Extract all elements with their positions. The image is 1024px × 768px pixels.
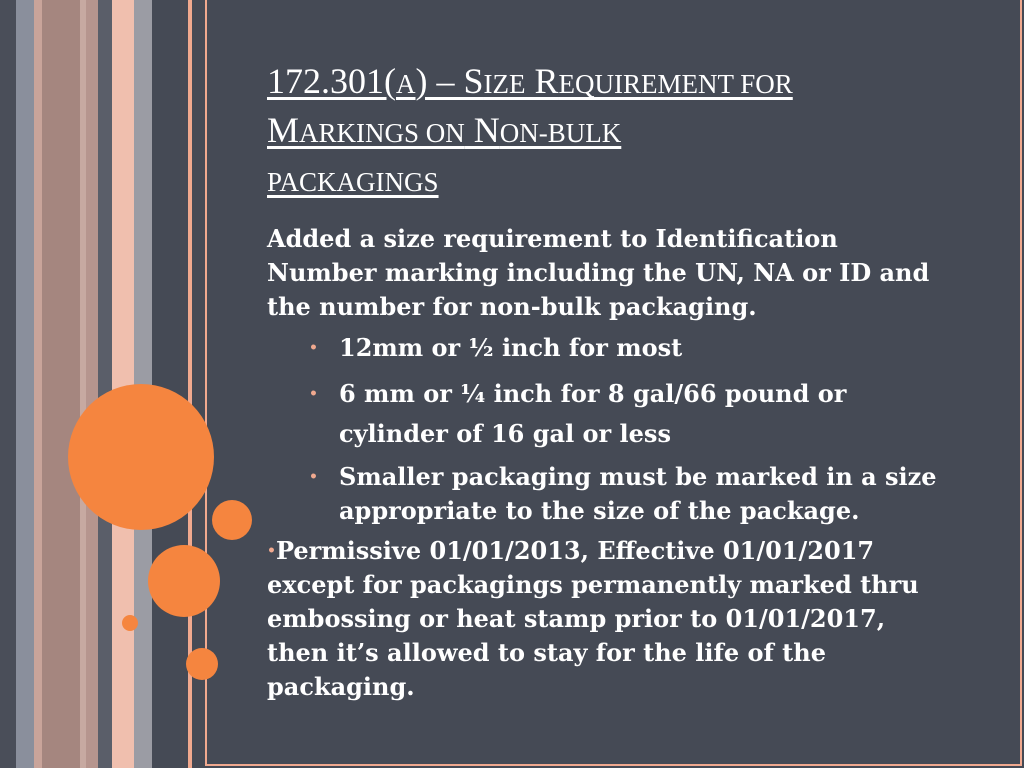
bullet-icon: •	[267, 543, 276, 559]
decor-circle	[148, 545, 220, 617]
bullet-item: • 12mm or ½ inch for most	[339, 328, 947, 368]
decor-circle	[186, 648, 218, 680]
bullet-icon: •	[309, 340, 318, 356]
bullet-icon: •	[309, 469, 318, 485]
decor-stripe	[86, 0, 98, 768]
decor-stripe	[42, 0, 80, 768]
bullet-list	[267, 328, 947, 528]
decor-stripe	[16, 0, 34, 768]
decor-stripe	[34, 0, 42, 768]
slide-body	[267, 222, 947, 704]
decor-stripe	[0, 0, 16, 768]
intro-paragraph: Added a size requirement to Identification Number marking including the UN, NA or ID and the number for non-bulk packaging.	[267, 224, 930, 321]
decor-stripe	[98, 0, 112, 768]
effective-dates-paragraph: •Permissive 01/01/2013, Effective 01/01/2017 except for packagings permanently marked thru embossing or heat stamp prior to 01/01/2017, then it’s allowed to stay for the life of the packaging.	[267, 536, 919, 701]
slide-title: 172.301(A) – SIZE REQUIREMENT FOR MARKINGS ON NON-BULK PACKAGINGS	[267, 61, 793, 197]
decor-circle	[68, 384, 214, 530]
decor-circle	[212, 500, 252, 540]
bullet-icon: •	[309, 386, 318, 402]
bullet-item: • Smaller packaging must be marked in a size appropriate to the size of the package.	[309, 462, 937, 525]
decor-stripe	[152, 0, 190, 768]
decor-circle	[122, 615, 138, 631]
bullet-item: • 6 mm or ¼ inch for 8 gal/66 pound or cylinder of 16 gal or less	[339, 374, 947, 454]
